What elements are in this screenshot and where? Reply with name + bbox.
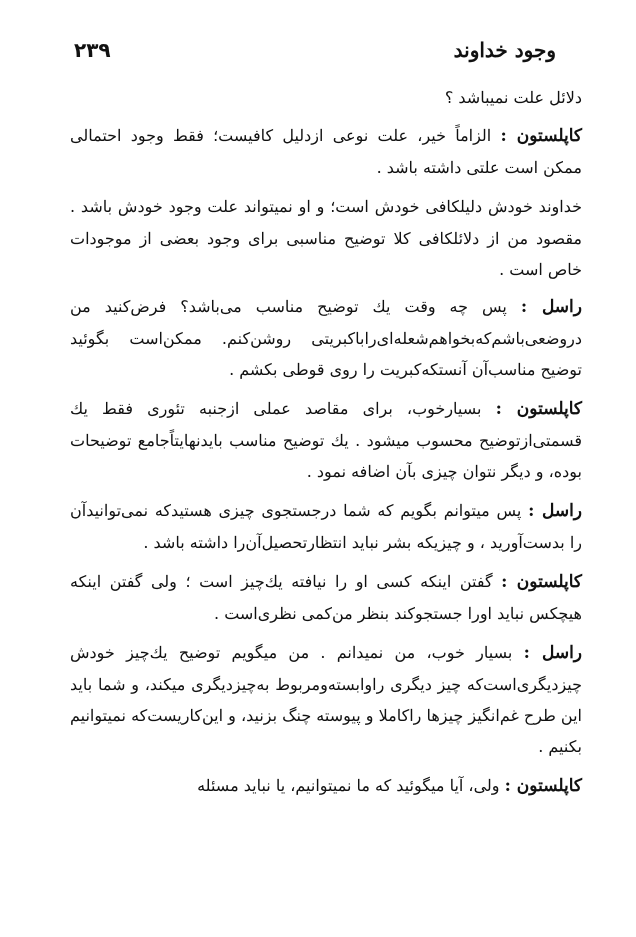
paragraph-text: خداوند خودش دلیلکافی خودش است؛ و او نمیتواند علت وجود خودش باشد . مقصود من از دلائلکافی کلا توضیح مناسبی برای وجود بعضی از موجودات خاص است . bbox=[70, 197, 582, 279]
paragraph-text: بسیار خوب، من نمیدانم . من میگویم توضیح یك‌چیز خودش چیزدیگری‌است‌که چیز دیگری راوابسته‌ومربوط به‌چیزدیگری میکند، و شما باید این طرح غم‌انگیز چیزها راکاملا و پیوسته چنگ بزنید، و این‌کاریست‌که نمیتوانیم بکنیم . bbox=[70, 643, 582, 756]
paragraph bbox=[70, 770, 582, 802]
paragraph-text: گفتن اینکه کسی او را نیافته یك‌چیز است ؛ ولی گفتن اینکه هیچکس نباید اورا جستجوکند بنظر من‌کمی نظری‌است . bbox=[70, 572, 582, 623]
paragraph bbox=[70, 393, 582, 487]
paragraph bbox=[70, 120, 582, 183]
speaker-label: راسل : bbox=[528, 501, 583, 521]
paragraph-text: بسیارخوب، برای مقاصد عملی ازجنبه تئوری فقط یك قسمتی‌ازتوضیح محسوب میشود . یك توضیح مناسب بایدنهایتاًجامع توضیحات بوده، و دیگر نتوان چیزی بآن اضافه نمود . bbox=[70, 399, 582, 481]
paragraph bbox=[70, 191, 582, 285]
speaker-label: راسل : bbox=[523, 643, 582, 663]
speaker-label: کاپلستون : bbox=[501, 572, 582, 592]
paragraph-text: دلائل علت نمیباشد ؟ bbox=[444, 88, 582, 107]
speaker-label: کاپلستون : bbox=[495, 399, 583, 419]
speaker-label: راسل : bbox=[520, 297, 582, 317]
paragraph bbox=[70, 82, 582, 114]
running-header bbox=[74, 38, 556, 70]
paragraph bbox=[70, 495, 582, 558]
speaker-label: کاپلستون : bbox=[504, 776, 582, 796]
paragraph-text: پس چه وقت یك توضیح مناسب می‌باشد؟ فرض‌کنید من دروضعی‌باشم‌که‌بخواهم‌شعله‌ای‌راباکبریتی روشن‌کنم. ممکن‌است بگوئید توضیح مناسب‌آن آنستکه‌کبریت را روی قوطی بکشم . bbox=[70, 297, 582, 379]
paragraph-text: پس میتوانم بگویم که شما درجستجوی چیزی هستیدکه نمی‌توانیدآن را بدست‌آورید ، و چیزیکه بشر نباید انتظارتحصیل‌آن‌را داشته باشد . bbox=[70, 501, 582, 552]
paragraph bbox=[70, 637, 582, 762]
paragraph bbox=[70, 566, 582, 629]
paragraph-text: ولی، آیا میگوئید که ما نمیتوانیم، یا نباید مسئله bbox=[197, 776, 505, 795]
running-title: وجود خداوند bbox=[453, 38, 556, 62]
paragraph bbox=[70, 291, 582, 385]
page-body-text bbox=[70, 82, 582, 810]
paragraph-text: الزاماً خیر، علت نوعی ازدلیل کافیست؛ فقط وجود احتمالی ممکن است علتی داشته باشد . bbox=[70, 126, 582, 177]
speaker-label: کاپلستون : bbox=[500, 126, 582, 146]
page-number: ۲۳۹ bbox=[74, 38, 111, 62]
